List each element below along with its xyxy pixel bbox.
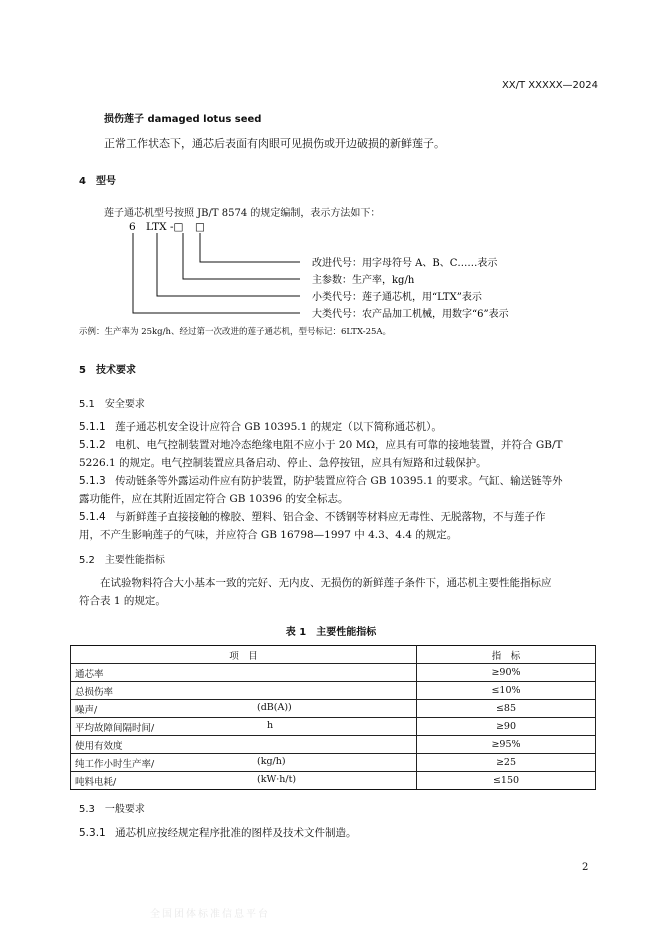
clause-text: 通芯机应按经规定程序批准的图样及技术文件制造。 <box>115 827 357 839</box>
section-4-heading: 4 型号 <box>79 176 116 187</box>
row-value: ≥25 <box>417 754 596 772</box>
watermark: 全国团体标准信息平台 <box>150 909 270 920</box>
row-value: ≥90 <box>417 718 596 736</box>
table-row <box>71 700 596 718</box>
column-header-value: 指 标 <box>417 646 596 664</box>
clause-5-1-4 <box>79 508 588 544</box>
section-5-2-heading: 5.2 主要性能指标 <box>79 555 165 566</box>
page-number: 2 <box>582 862 589 873</box>
label-improvement-code: 改进代号：用字母符号 A、B、C……表示 <box>312 258 498 269</box>
row-item <box>71 754 417 772</box>
column-header-item: 项 目 <box>71 646 417 664</box>
row-item-label: 通芯率 <box>75 668 104 680</box>
row-item-label: 吨料电耗/ <box>75 776 117 788</box>
section-5-3-heading: 5.3 一般要求 <box>79 804 145 815</box>
clause-text: 莲子通芯机安全设计应符合 GB 10395.1 的规定（以下简称通芯机）。 <box>115 421 442 433</box>
performance-table <box>70 645 596 790</box>
clause-text-line1: 电机、电气控制装置对地冷态绝缘电阻不应小于 20 MΩ，应具有可靠的接地装置，并符合 GB/T <box>115 439 563 451</box>
row-item-label: 噪声/ <box>75 704 98 716</box>
section-4-intro: 莲子通芯机型号按照 JB/T 8574 的规定编制，表示方法如下： <box>104 208 381 219</box>
clause-5-1-3 <box>79 472 588 508</box>
clause-number: 5.1.2 <box>79 439 106 451</box>
row-unit: (kW·h/t) <box>257 774 297 785</box>
leader-line-category <box>133 233 300 313</box>
table-row <box>71 772 596 790</box>
table-row <box>71 736 596 754</box>
clause-text-line2: 露功能件，应在其附近固定符合 GB 10396 的安全标志。 <box>79 493 349 505</box>
clause-text-line2: 符合表 1 的规定。 <box>79 595 166 607</box>
clause-text-line2: 用，不产生影响莲子的气味，并应符合 GB 16798—1997 中 4.3、4.4 的规定。 <box>79 529 458 541</box>
clause-5-3-1 <box>79 824 588 842</box>
clause-text-line2: 5226.1 的规定。电气控制装置应具备启动、停止、急停按钮，应具有短路和过载保护。 <box>79 457 487 469</box>
model-code-ltx: LTX <box>146 221 167 233</box>
row-item <box>71 718 417 736</box>
row-item-label: 平均故障间隔时间/ <box>75 722 155 734</box>
row-value: ≥90% <box>417 664 596 682</box>
row-value: ≤150 <box>417 772 596 790</box>
document-code: XX/T XXXXX—2024 <box>501 80 598 91</box>
label-main-param: 主参数：生产率，kg/h <box>312 275 415 286</box>
model-code-diagram <box>0 0 662 340</box>
table-row <box>71 664 596 682</box>
model-code-param-box: -□ <box>170 221 184 233</box>
row-item <box>71 700 417 718</box>
row-value: ≤85 <box>417 700 596 718</box>
clause-text-line1: 传动链条等外露运动件应有防护装置，防护装置应符合 GB 10395.1 的要求。气缸、输送链等外 <box>115 475 563 487</box>
table-row <box>71 682 596 700</box>
clause-5-1-2 <box>79 436 588 472</box>
clause-number: 5.1.3 <box>79 475 106 487</box>
row-item <box>71 736 417 754</box>
clause-text-line1: 与新鲜莲子直接接触的橡胶、塑料、铝合金、不锈钢等材料应无毒性、无脱落物，不与莲子作 <box>115 511 546 523</box>
term-title: 损伤莲子 damaged lotus seed <box>104 114 262 125</box>
clause-text-line1: 在试验物料符合大小基本一致的完好、无内皮、无损伤的新鲜莲子条件下，通芯机主要性能指标应 <box>100 577 552 589</box>
leader-line-main-param <box>183 233 300 279</box>
clause-5-1-1 <box>79 418 588 436</box>
row-item-label: 纯工作小时生产率/ <box>75 758 155 770</box>
model-example: 示例：生产率为 25kg/h、经过第一次改进的莲子通芯机，型号标记：6LTX-25A。 <box>79 327 392 337</box>
row-unit: h <box>267 720 274 731</box>
label-subcategory: 小类代号：莲子通芯机，用“LTX”表示 <box>312 292 482 303</box>
row-item <box>71 682 417 700</box>
clause-number: 5.3.1 <box>79 827 106 839</box>
section-5-1-heading: 5.1 安全要求 <box>79 399 145 410</box>
row-item-label: 总损伤率 <box>75 686 114 698</box>
row-value: ≥95% <box>417 736 596 754</box>
section-5-heading: 5 技术要求 <box>79 365 136 376</box>
model-code-improve-box: □ <box>195 221 205 233</box>
row-unit: (kg/h) <box>257 756 286 767</box>
row-item <box>71 772 417 790</box>
row-item <box>71 664 417 682</box>
row-value: ≤10% <box>417 682 596 700</box>
table-row <box>71 718 596 736</box>
table-caption: 表 1 主要性能指标 <box>285 627 377 638</box>
label-category: 大类代号：农产品加工机械，用数字“6”表示 <box>312 309 509 320</box>
term-definition: 正常工作状态下，通芯后表面有肉眼可见损伤或开边破损的新鲜莲子。 <box>104 137 445 150</box>
leader-line-improvement <box>200 233 300 262</box>
clause-5-2-text <box>79 574 588 610</box>
clause-number: 5.1.1 <box>79 421 106 433</box>
row-item-label: 使用有效度 <box>75 740 123 752</box>
leader-line-subcategory <box>157 233 300 296</box>
row-unit: (dB(A)) <box>257 702 292 713</box>
table-header-row <box>71 646 596 664</box>
clause-number: 5.1.4 <box>79 511 106 523</box>
model-code-6: 6 <box>129 221 136 233</box>
table-row <box>71 754 596 772</box>
